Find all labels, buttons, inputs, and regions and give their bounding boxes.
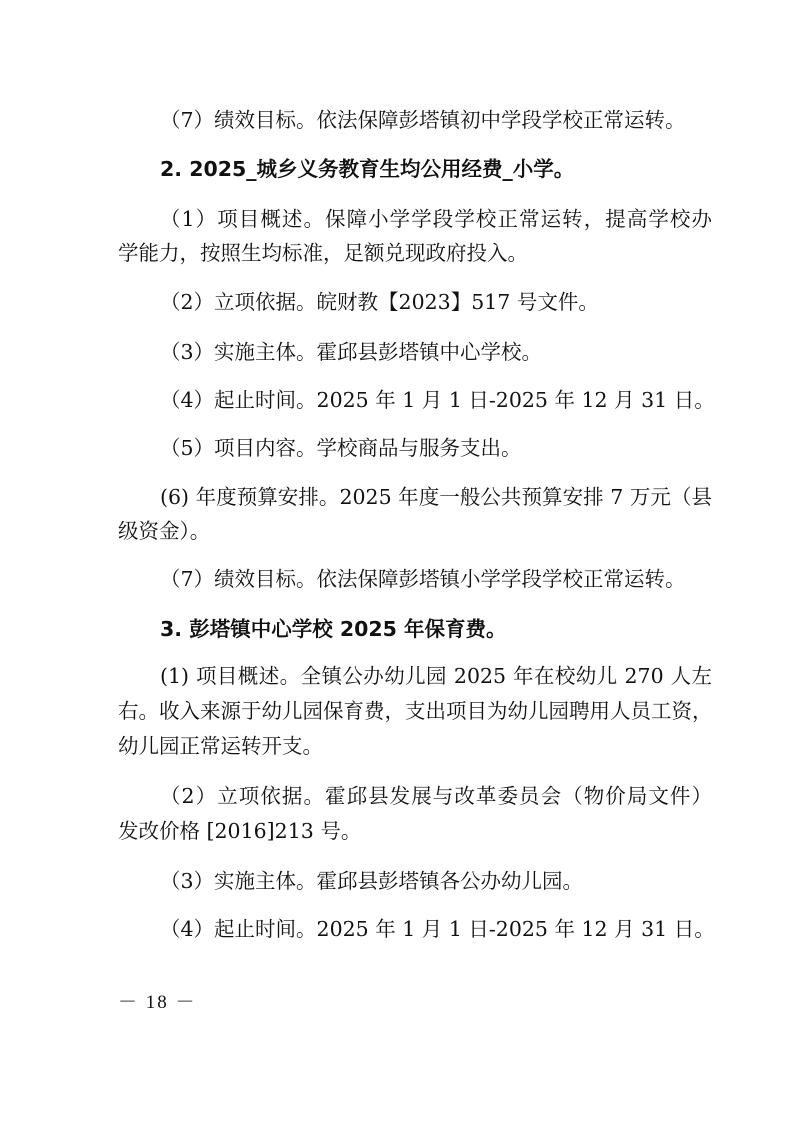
section-3-heading: 3. 彭塔镇中心学校 2025 年保育费。 [160,617,507,641]
section-3-item-1-line-2: 右。收入来源于幼儿园保育费，支出项目为幼儿园聘用人员工资， [118,699,713,723]
section-3-item-2-line-1: （2）立项依据。霍邱县发展与改革委员会（物价局文件） [160,784,712,808]
item-5-content: （5）项目内容。学校商品与服务支出。 [160,436,522,460]
section-3-item-3: （3）实施主体。霍邱县彭塔镇各公办幼儿园。 [160,869,584,893]
item-7-performance-goal-primary: （7）绩效目标。依法保障彭塔镇小学学段学校正常运转。 [160,567,686,591]
item-1-overview-line-2: 学能力，按照生均标准，足额兑现政府投入。 [118,241,528,265]
item-6-budget-line-1: (6) 年度预算安排。2025 年度一般公共预算安排 7 万元（县 [160,485,712,509]
item-7-performance-goal-junior: （7）绩效目标。依法保障彭塔镇初中学段学校正常运转。 [160,108,686,132]
section-3-item-2-line-2: 发改价格 [2016]213 号。 [118,819,362,843]
item-4-period: （4）起止时间。2025 年 1 月 1 日-2025 年 12 月 31 日。 [160,388,715,412]
page-number: － 18 － [118,992,197,1013]
section-3-item-1-line-1: (1) 项目概述。全镇公办幼儿园 2025 年在校幼儿 270 人左 [160,664,712,688]
item-1-overview-line-1: （1）项目概述。保障小学学段学校正常运转，提高学校办 [160,207,712,231]
section-3-item-1-line-3: 幼儿园正常运转开支。 [118,734,323,758]
item-6-budget-line-2: 级资金）。 [118,519,211,543]
section-3-item-4: （4）起止时间。2025 年 1 月 1 日-2025 年 12 月 31 日。 [160,917,715,941]
item-3-implementer: （3）实施主体。霍邱县彭塔镇中心学校。 [160,340,543,364]
item-2-basis: （2）立项依据。皖财教【2023】517 号文件。 [160,290,599,314]
section-2-heading: 2. 2025_城乡义务教育生均公用经费_小学。 [160,157,575,181]
